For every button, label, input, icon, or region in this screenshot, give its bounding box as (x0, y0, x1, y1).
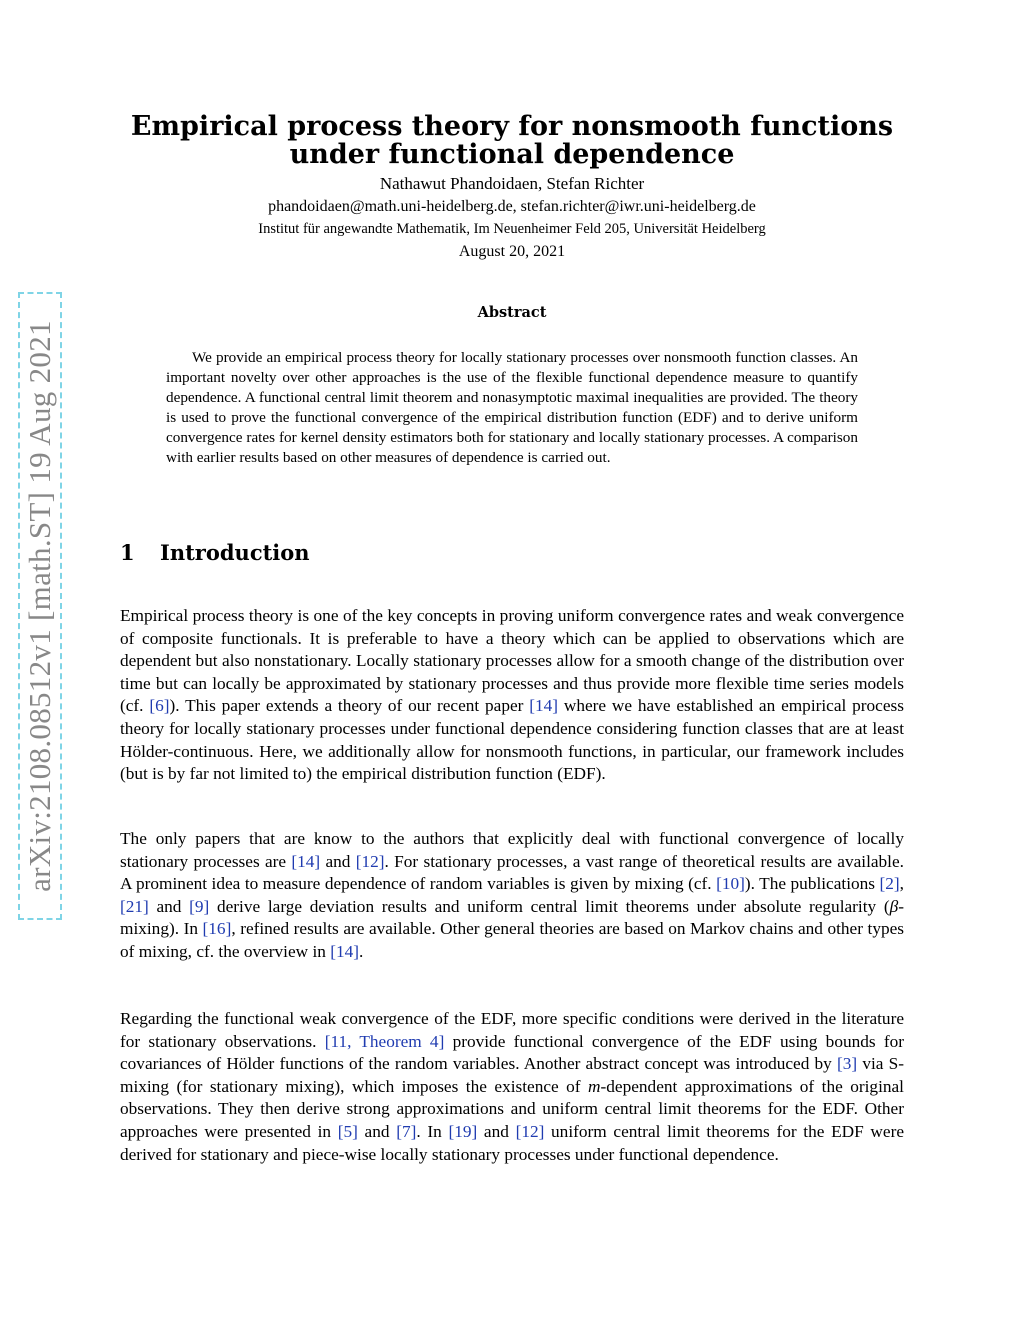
citation-link[interactable]: [5] (337, 1121, 358, 1141)
text-run: , refined results are available. Other general theories are based on Markov chains and other types of mixing, cf. the overview in (120, 919, 905, 961)
affiliation: Institut für angewandte Mathematik, Im Neuenheimer Feld 205, Universität Heidelberg (258, 221, 766, 237)
text-run: where we have established an empirical process theory for locally stationary processes under functional dependence considering function classes that are at least Hölder-continuous. Here, we additionally allow for nonsmooth functions, in particular, our framework includes (but is by far not limited to) the empirical distribution function (EDF). (120, 696, 904, 784)
intro-paragraph-2 (120, 828, 904, 964)
author-emails[interactable]: phandoidaen@math.uni-heidelberg.de, stefan.richter@iwr.uni-heidelberg.de (268, 198, 756, 215)
text-run: , (899, 874, 904, 894)
section-heading (120, 540, 310, 565)
section-number: 1 (120, 540, 135, 565)
title-line-2: under functional dependence (289, 139, 735, 170)
text-run: ). This paper extends a theory of our recent paper (169, 696, 530, 716)
text-run: . For stationary processes, a vast range of theoretical results are available. A prominent idea to measure dependence of random variables is given by mixing (cf. (120, 851, 904, 894)
citation-link[interactable]: [2] (879, 874, 900, 894)
text-run: and (320, 851, 356, 871)
text-run: -dependent approximations of the original observations. They then derive strong approximations and uniform central limit theorems for the EDF. Other approaches were presented in (120, 1076, 904, 1141)
text-run: uniform central limit theorems for the EDF were derived for stationary and piece-wise locally stationary processes under functional dependence. (120, 1121, 904, 1164)
title-line-1: Empirical process theory for nonsmooth functions (130, 111, 894, 142)
text-run: Empirical process theory is one of the key concepts in proving uniform convergence rates and weak convergence of composite functionals. It is preferable to have a theory which can be applied to observations which are dependent but also nonstationary. Locally stationary processes allow for a smooth change of the distribution over time but can locally be approximated by stationary processes and thus provide more flexible time series models (cf. (120, 606, 904, 716)
text-run: derive large deviation results and uniform central limit theorems under absolute regularity ( (209, 896, 890, 916)
text-run: -mixing). In (120, 896, 904, 939)
author-list: Nathawut Phandoidaen, Stefan Richter (379, 174, 645, 193)
text-run: and (148, 896, 190, 916)
citation-link[interactable]: [21] (120, 896, 149, 916)
text-run: . In (416, 1121, 449, 1141)
text-run: via S-mixing (for stationary mixing), which imposes the existence of (120, 1054, 904, 1096)
citation-link[interactable]: [11, Theorem 4] (324, 1031, 445, 1051)
arxiv-identifier-text: arXiv:2108.08512v1 [math.ST] 19 Aug 2021 (22, 320, 57, 892)
abstract-text: We provide an empirical process theory for locally stationary processes over nonsmooth function classes. An important novelty over other approaches is the use of the flexible functional dependence measure to quantify dependence. A functional central limit theorem and nonasymptotic maximal inequalities are provided. The theory is used to prove the functional convergence of the empirical distribution function (EDF) and to derive uniform convergence rates for kernel density estimators both for stationary and locally stationary processes. A comparison with earlier results based on other measures of dependence is carried out. (166, 349, 858, 467)
abstract-heading: Abstract (477, 304, 547, 321)
math-symbol: m (588, 1076, 601, 1096)
citation-link[interactable]: [3] (837, 1054, 858, 1074)
intro-paragraph-3 (120, 1008, 904, 1166)
text-run: and (477, 1121, 516, 1141)
citation-link[interactable]: [7] (396, 1121, 417, 1141)
text-run: The only papers that are know to the authors that explicitly deal with functional convergence of locally stationary processes are (120, 829, 904, 871)
intro-paragraph-1 (120, 605, 904, 786)
paper-date: August 20, 2021 (458, 243, 566, 260)
arxiv-identifier-stamp[interactable] (18, 292, 62, 920)
citation-link[interactable]: [12] (515, 1121, 545, 1141)
section-title: Introduction (160, 540, 310, 565)
paper-title (120, 113, 904, 169)
citation-link[interactable]: [14] (529, 696, 559, 716)
citation-link[interactable]: [6] (149, 696, 170, 716)
citation-link[interactable]: [16] (202, 919, 232, 939)
citation-link[interactable]: [19] (448, 1121, 478, 1141)
text-run: and (357, 1121, 397, 1141)
text-run: provide functional convergence of the EDF using bounds for covariances of Hölder functions of the random variables. Another abstract concept was introduced by (120, 1031, 904, 1074)
text-run: ). The publications (744, 874, 880, 894)
text-run: . (359, 941, 364, 961)
citation-link[interactable]: [14] (330, 941, 359, 961)
citation-link[interactable]: [10] (716, 874, 745, 894)
citation-link[interactable]: [12] (355, 851, 385, 871)
citation-link[interactable]: [14] (291, 851, 321, 871)
math-symbol: β (889, 896, 899, 916)
text-run: Regarding the functional weak convergence of the EDF, more specific conditions were derived in the literature for stationary observations. (120, 1009, 904, 1051)
citation-link[interactable]: [9] (189, 896, 210, 916)
